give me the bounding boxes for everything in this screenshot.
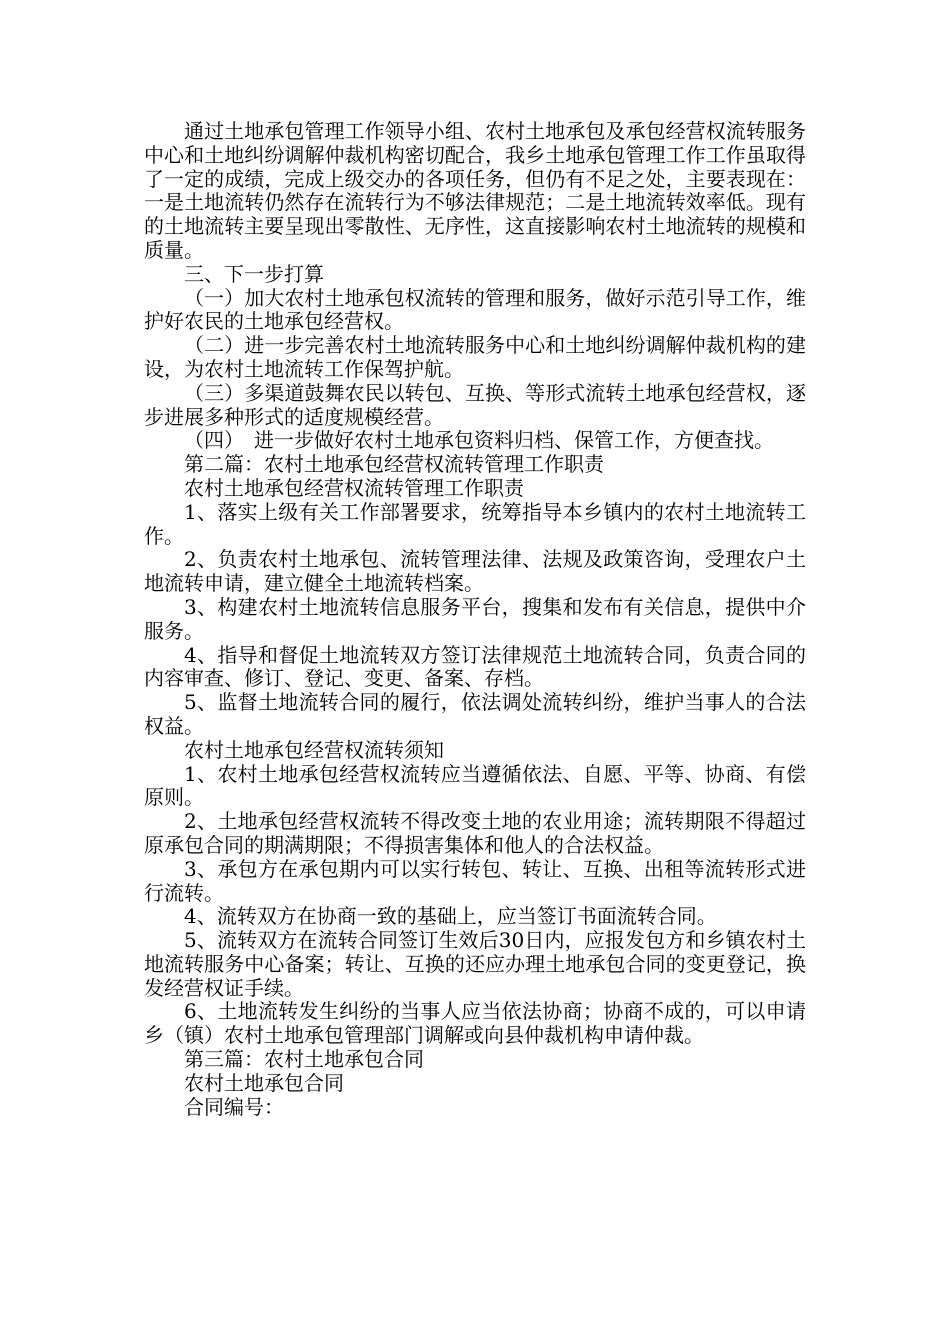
paragraph: 1、落实上级有关工作部署要求，统筹指导本乡镇内的农村土地流转工作。 (144, 499, 806, 548)
paragraph: 6、土地流转发生纠纷的当事人应当依法协商；协商不成的，可以申请乡（镇）农村土地承包管理部门调解或向县仲裁机构申请仲裁。 (144, 999, 806, 1048)
document-body (144, 120, 806, 1119)
paragraph: （一）加大农村土地承包权流转的管理和服务，做好示范引导工作，维护好农民的土地承包经营权。 (144, 285, 806, 334)
paragraph: 通过土地承包管理工作领导小组、农村土地承包及承包经营权流转服务中心和土地纠纷调解仲裁机构密切配合，我乡土地承包管理工作工作虽取得了一定的成绩，完成上级交办的各项任务，但仍有不足之处，主要表现在：一是土地流转仍然存在流转行为不够法律规范；二是土地流转效率低。现有的土地流转主要呈现出零散性、无序性，这直接影响农村土地流转的规模和质量。 (144, 119, 806, 262)
paragraph: （二）进一步完善农村土地流转服务中心和土地纠纷调解仲裁机构的建设，为农村土地流转工作保驾护航。 (144, 333, 806, 381)
paragraph: 3、构建农村土地流转信息服务平台，搜集和发布有关信息，提供中介服务。 (144, 594, 806, 643)
section-heading: 农村土地承包合同 (184, 1070, 344, 1095)
paragraph: 5、监督土地流转合同的履行，依法调处流转纠纷，维护当事人的合法权益。 (144, 690, 806, 738)
paragraph: 4、流转双方在协商一致的基础上，应当签订书面流转合同。 (184, 904, 717, 929)
chapter-heading: 第二篇：农村土地承包经营权流转管理工作职责 (184, 452, 604, 477)
paragraph: 3、承包方在承包期内可以实行转包、转让、互换、出租等流转形式进行流转。 (144, 856, 806, 905)
section-heading: 农村土地承包经营权流转管理工作职责 (184, 475, 524, 500)
contract-number-label: 合同编号： (184, 1094, 284, 1119)
paragraph: 1、农村土地承包经营权流转应当遵循依法、自愿、平等、协商、有偿原则。 (144, 761, 806, 810)
paragraph: 5、流转双方在流转合同签订生效后30日内，应报发包方和乡镇农村土地流转服务中心备案；转让、互换的还应办理土地承包合同的变更登记，换发经营权证手续。 (144, 928, 806, 1000)
chapter-heading: 第三篇：农村土地承包合同 (184, 1047, 424, 1072)
paragraph: 2、负责农村土地承包、流转管理法律、法规及政策咨询，受理农户土地流转申请，建立健全土地流转档案。 (144, 547, 806, 596)
paragraph: （三）多渠道鼓舞农民以转包、互换、等形式流转土地承包经营权，逐步进展多种形式的适度规模经营。 (144, 380, 806, 429)
section-heading: 农村土地承包经营权流转须知 (184, 737, 444, 762)
paragraph: 4、指导和督促土地流转双方签订法律规范土地流转合同，负责合同的内容审查、修订、登记、变更、备案、存档。 (144, 642, 806, 691)
section-heading: 三、下一步打算 (184, 261, 324, 286)
paragraph: 2、土地承包经营权流转不得改变土地的农业用途；流转期限不得超过原承包合同的期满期限；不得损害集体和他人的合法权益。 (144, 809, 806, 857)
paragraph: （四） 进一步做好农村土地承包资料归档、保管工作，方便查找。 (184, 428, 774, 453)
